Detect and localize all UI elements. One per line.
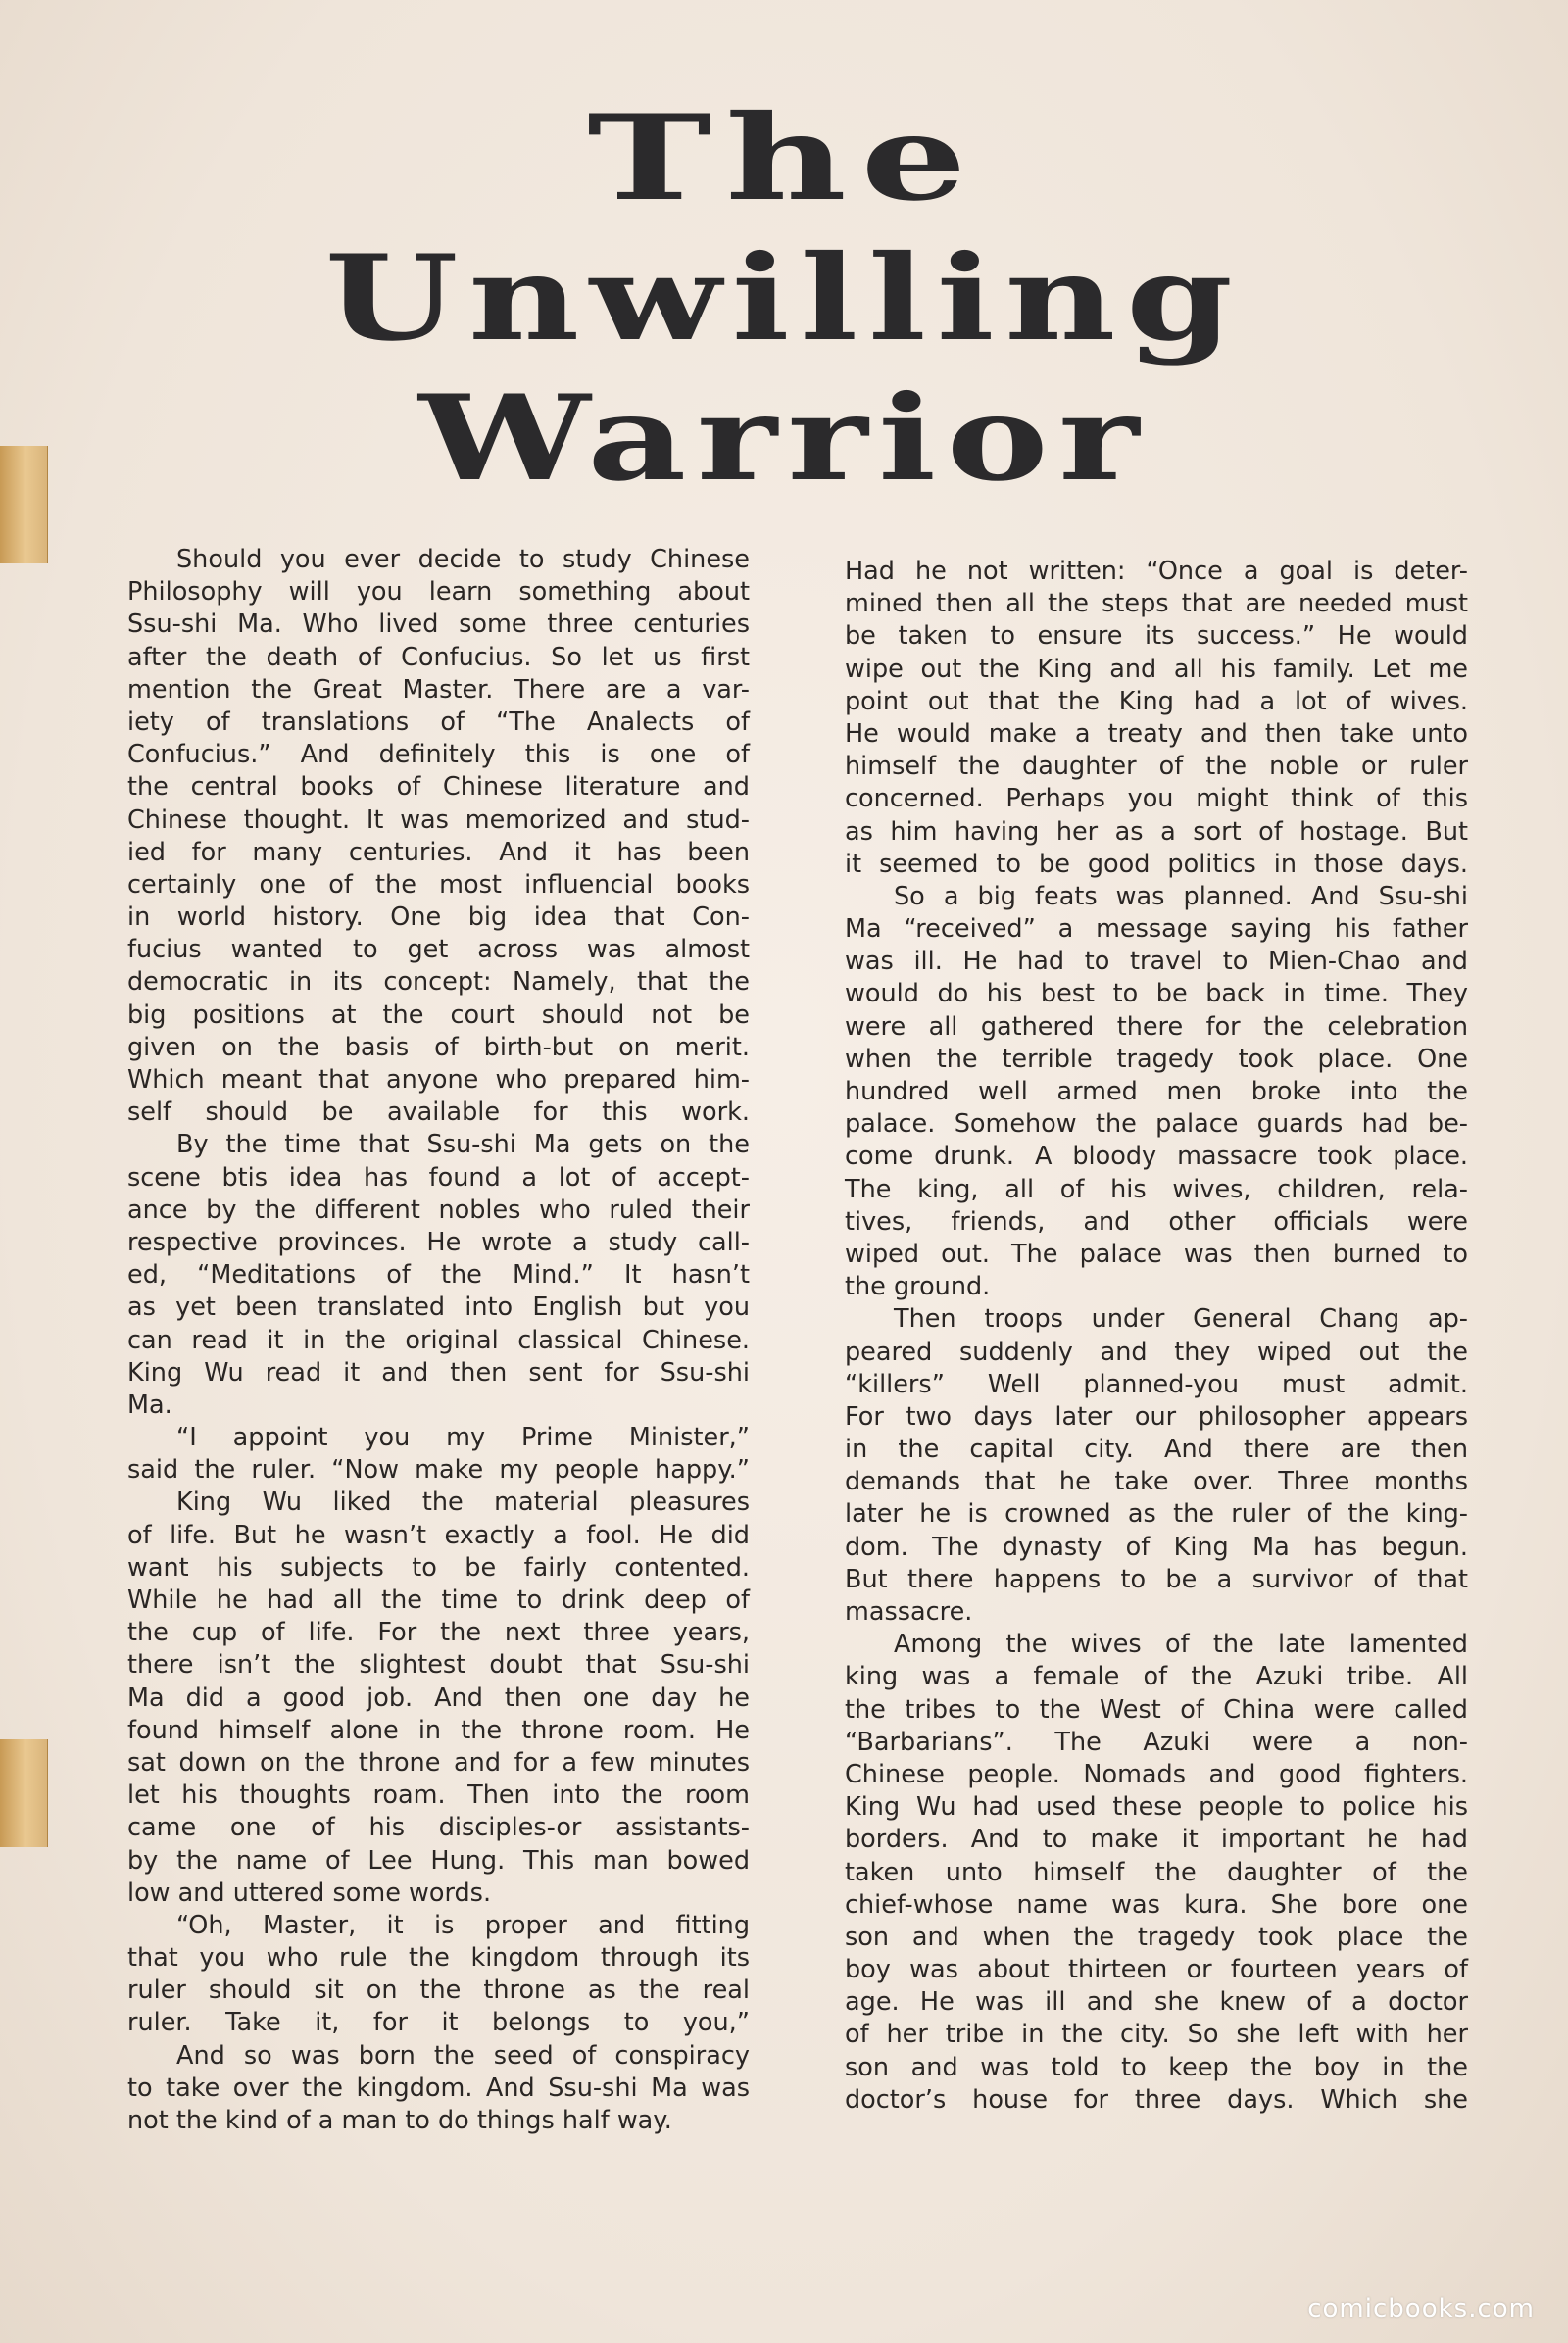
text-line: dom. The dynasty of King Ma has begun.	[845, 1532, 1468, 1562]
text-line: chief-whose name was kura. She bore one	[845, 1889, 1468, 1920]
text-line: point out that the King had a lot of wives.	[845, 686, 1468, 716]
text-line: And so was born the seed of conspiracy	[176, 2040, 750, 2071]
text-line: said the ruler. “Now make my people happy.”	[127, 1455, 750, 1486]
text-line: “I appoint you my Prime Minister,”	[176, 1423, 750, 1453]
text-line: Among the wives of the late lamented	[894, 1630, 1468, 1660]
text-line: mined then all the steps that are needed must	[845, 589, 1468, 619]
text-line: While he had all the time to drink deep of	[127, 1586, 750, 1615]
text-line: The king, all of his wives, children, rela-	[845, 1174, 1468, 1204]
text-line: come drunk. A bloody massacre took place.	[845, 1142, 1468, 1172]
text-line: doctor’s house for three days. Which she	[845, 2084, 1468, 2115]
text-line: For two days later our philosopher appears	[845, 1401, 1468, 1432]
text-line: when the terrible tragedy took place. One	[845, 1044, 1468, 1074]
text-line: low and uttered some words.	[127, 1878, 492, 1908]
text-line: ance by the different nobles who ruled their	[127, 1195, 750, 1225]
text-line: Should you ever decide to study Chinese	[176, 545, 750, 574]
text-line: Ssu-shi Ma. Who lived some three centuries	[127, 610, 750, 640]
text-line: were all gathered there for the celebration	[845, 1011, 1468, 1042]
text-line: fucius wanted to get across was almost	[127, 935, 750, 965]
text-line: son and when the tragedy took place the	[845, 1922, 1468, 1952]
text-line: wiped out. The palace was then burned to	[845, 1239, 1468, 1269]
text-line: the ground.	[845, 1272, 991, 1302]
text-line: iety of translations of “The Analects of	[127, 707, 750, 737]
text-line: democratic in its concept: Namely, that the	[127, 967, 750, 998]
text-line: “Oh, Master, it is proper and fitting	[176, 1910, 750, 1940]
text-line: taken unto himself the daughter of the	[845, 1857, 1468, 1887]
text-line: found himself alone in the throne room. He	[127, 1715, 750, 1745]
text-line: borders. And to make it important he had	[845, 1825, 1468, 1855]
text-line: palace. Somehow the palace guards had be-	[845, 1109, 1468, 1140]
text-line: as yet been translated into English but you	[127, 1293, 750, 1323]
text-line: hundred well armed men broke into the	[845, 1077, 1468, 1106]
text-line: son and was told to keep the boy in the	[845, 2052, 1468, 2082]
title-line-2: Unwilling	[324, 229, 1244, 367]
text-line: in the capital city. And there are then	[845, 1435, 1468, 1465]
text-line: king was a female of the Azuki tribe. All	[845, 1662, 1468, 1692]
text-line: Philosophy will you learn something about	[127, 577, 750, 608]
text-line: Chinese thought. It was memorized and stud-	[127, 805, 750, 835]
text-line: there isn’t the slightest doubt that Ssu-shi	[127, 1650, 750, 1681]
text-line: Which meant that anyone who prepared him-	[127, 1065, 750, 1095]
right-text-column	[845, 556, 1468, 2117]
text-line: By the time that Ssu-shi Ma gets on the	[176, 1130, 750, 1160]
text-line: wipe out the King and all his family. Let me	[845, 654, 1468, 684]
text-line: ed, “Meditations of the Mind.” It hasn’t	[127, 1260, 750, 1291]
binding-tape-bottom	[0, 1739, 48, 1847]
text-line: Chinese people. Nomads and good fighters.	[845, 1759, 1468, 1789]
text-line: the cup of life. For the next three years,	[127, 1618, 750, 1648]
text-line: came one of his disciples-or assistants-	[127, 1813, 750, 1843]
text-line: be taken to ensure its success.” He would	[845, 621, 1468, 652]
text-line: it seemed to be good politics in those days.	[845, 849, 1468, 879]
text-line: himself the daughter of the noble or ruler	[845, 752, 1468, 782]
text-line: by the name of Lee Hung. This man bowed	[127, 1845, 750, 1876]
text-line: respective provinces. He wrote a study call-	[127, 1227, 750, 1257]
text-line: to take over the kingdom. And Ssu-shi Ma was	[127, 2073, 750, 2103]
text-line: Confucius.” And definitely this is one of	[127, 740, 750, 770]
title-line-1: The	[587, 89, 981, 227]
text-line: age. He was ill and she knew of a doctor	[845, 1987, 1468, 2018]
text-line: not the kind of a man to do things half way.	[127, 2106, 672, 2135]
text-line: ruler should sit on the throne as the real	[127, 1976, 750, 2006]
text-line: let his thoughts roam. Then into the room	[127, 1781, 750, 1811]
text-line: later he is crowned as the ruler of the king-	[845, 1499, 1468, 1530]
text-line: after the death of Confucius. So let us first	[127, 642, 750, 672]
text-line: tives, friends, and other officials were	[845, 1206, 1468, 1237]
text-line: the tribes to the West of China were called	[845, 1694, 1468, 1725]
title-line-3: Warrior	[418, 369, 1150, 508]
text-line: boy was about thirteen or fourteen years of	[845, 1955, 1468, 1985]
text-line: Had he not written: “Once a goal is deter-	[845, 557, 1468, 586]
text-line: self should be available for this work.	[127, 1098, 750, 1128]
text-line: Ma did a good job. And then one day he	[127, 1683, 750, 1713]
text-line: peared suddenly and they wiped out the	[845, 1337, 1468, 1367]
text-line: was ill. He had to travel to Mien-Chao and	[845, 947, 1468, 977]
text-line: “killers” Well planned-you must admit.	[845, 1369, 1468, 1399]
text-line: would do his best to be back in time. They	[845, 979, 1468, 1009]
text-line: scene btis idea has found a lot of accept-	[127, 1162, 750, 1193]
text-line: He would make a treaty and then take unto	[845, 718, 1468, 749]
text-line: demands that he take over. Three months	[845, 1467, 1468, 1497]
site-watermark: comicbooks.com	[1307, 2294, 1535, 2323]
text-line: So a big feats was planned. And Ssu-shi	[894, 881, 1468, 911]
text-line: of life. But he wasn’t exactly a fool. He did	[127, 1520, 750, 1550]
text-line: mention the Great Master. There are a var-	[127, 674, 750, 705]
text-line: King Wu read it and then sent for Ssu-shi	[127, 1357, 750, 1388]
text-line: as him having her as a sort of hostage. But	[845, 816, 1468, 847]
text-line: can read it in the original classical Chinese.	[127, 1325, 750, 1355]
text-line: concerned. Perhaps you might think of this	[845, 784, 1468, 814]
text-line: King Wu liked the material pleasures	[176, 1488, 750, 1518]
text-line: King Wu had used these people to police his	[845, 1792, 1468, 1823]
text-line: of her tribe in the city. So she left with her	[845, 2020, 1468, 2050]
text-line: “Barbarians”. The Azuki were a non-	[845, 1727, 1468, 1757]
text-line: sat down on the throne and for a few minutes	[127, 1747, 750, 1778]
text-line: Ma.	[127, 1390, 172, 1420]
text-line: that you who rule the kingdom through its	[127, 1943, 750, 1974]
left-text-column	[127, 544, 750, 2137]
text-line: given on the basis of birth-but on merit.	[127, 1032, 750, 1062]
text-line: the central books of Chinese literature and	[127, 772, 750, 803]
text-line: massacre.	[845, 1597, 973, 1627]
text-line: in world history. One big idea that Con-	[127, 903, 750, 933]
text-line: Then troops under General Chang ap-	[894, 1304, 1468, 1335]
text-line: want his subjects to be fairly contented.	[127, 1552, 750, 1583]
text-line: certainly one of the most influencial books	[127, 869, 750, 900]
text-line: Ma “received” a message saying his father	[845, 914, 1468, 945]
text-line: ied for many centuries. And it has been	[127, 837, 750, 867]
text-line: ruler. Take it, for it belongs to you,”	[127, 2008, 750, 2038]
text-line: big positions at the court should not be	[127, 1000, 750, 1030]
text-line: But there happens to be a survivor of that	[845, 1564, 1468, 1594]
